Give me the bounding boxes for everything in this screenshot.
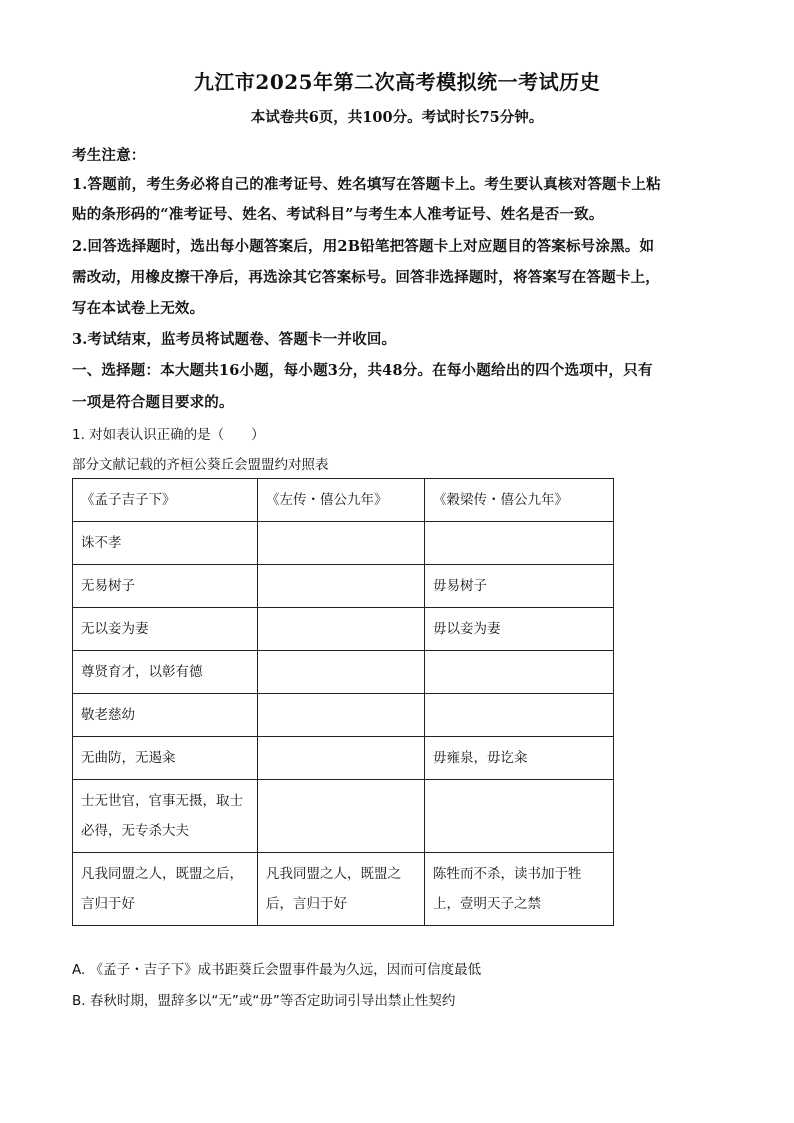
table-cell: 陈牲而不杀，读书加于牲上，壹明天子之禁 [425, 853, 614, 926]
question-stem: 1. 对如表认识正确的是（ ） [72, 427, 265, 443]
table-header-row [73, 479, 614, 522]
table-cell: 无易树子 [73, 565, 258, 608]
notice-line: 需改动，用橡皮擦干净后，再选涂其它答案标号。回答非选择题时，将答案写在答题卡上， [72, 269, 660, 286]
table-header-cell: 《穀梁传・僖公九年》 [425, 479, 614, 522]
page-subtitle: 本试卷共6页，共100分。考试时长75分钟。 [250, 109, 544, 126]
table-caption: 部分文献记载的齐桓公葵丘会盟盟约对照表 [72, 457, 329, 473]
notice-line: 2.回答选择题时，选出每小题答案后，用2B铅笔把答题卡上对应题目的答案标号涂黑。如 [72, 238, 655, 255]
option-a: A. 《孟子・吉子下》成书距葵丘会盟事件最为久远，因而可信度最低 [72, 962, 482, 978]
table-row [73, 608, 614, 651]
section-heading: 一项是符合题目要求的。 [72, 394, 234, 411]
table-row [73, 780, 614, 853]
table-cell: 诛不孝 [73, 522, 258, 565]
table-cell [425, 651, 614, 694]
table-header-cell: 《左传・僖公九年》 [258, 479, 425, 522]
table-cell: 无曲防，无遏籴 [73, 737, 258, 780]
table-cell: 凡我同盟之人，既盟之后，言归于好 [258, 853, 425, 926]
table-row [73, 522, 614, 565]
table-cell [425, 694, 614, 737]
table-cell: 士无世官，官事无摄，取士必得，无专杀大夫 [73, 780, 258, 853]
option-b: B. 春秋时期，盟辞多以“无”或“毋”等否定助词引导出禁止性契约 [72, 993, 456, 1009]
table-cell [258, 694, 425, 737]
table-cell [258, 608, 425, 651]
notice-heading: 考生注意： [72, 147, 146, 164]
table-cell: 敬老慈幼 [73, 694, 258, 737]
comparison-table [72, 478, 614, 926]
table-cell [258, 522, 425, 565]
table-cell [258, 651, 425, 694]
table-header-cell: 《孟子吉子下》 [73, 479, 258, 522]
table-row [73, 651, 614, 694]
notice-line: 写在本试卷上无效。 [72, 300, 205, 317]
table-cell: 毋以妾为妻 [425, 608, 614, 651]
notice-line: 贴的条形码的“准考证号、姓名、考试科目”与考生本人准考证号、姓名是否一致。 [72, 206, 604, 223]
table-cell [258, 565, 425, 608]
notice-line: 3.考试结束，监考员将试题卷、答题卡一并收回。 [72, 331, 397, 348]
table-row [73, 853, 614, 926]
table-cell: 毋雍泉，毋讫籴 [425, 737, 614, 780]
page-title: 九江市2025年第二次高考模拟统一考试历史 [193, 70, 601, 94]
table-cell [258, 737, 425, 780]
table-row [73, 565, 614, 608]
table-cell: 尊贤育才，以彰有德 [73, 651, 258, 694]
table-cell: 凡我同盟之人，既盟之后，言归于好 [73, 853, 258, 926]
table-cell [425, 522, 614, 565]
table-cell [258, 780, 425, 853]
table-cell: 毋易树子 [425, 565, 614, 608]
table-cell: 无以妾为妻 [73, 608, 258, 651]
notice-line: 1.答题前，考生务必将自己的准考证号、姓名填写在答题卡上。考生要认真核对答题卡上粘 [72, 176, 661, 193]
table-cell [425, 780, 614, 853]
table-row [73, 737, 614, 780]
section-heading: 一、选择题：本大题共16小题，每小题3分，共48分。在每小题给出的四个选项中，只有 [72, 362, 653, 379]
table-row [73, 694, 614, 737]
